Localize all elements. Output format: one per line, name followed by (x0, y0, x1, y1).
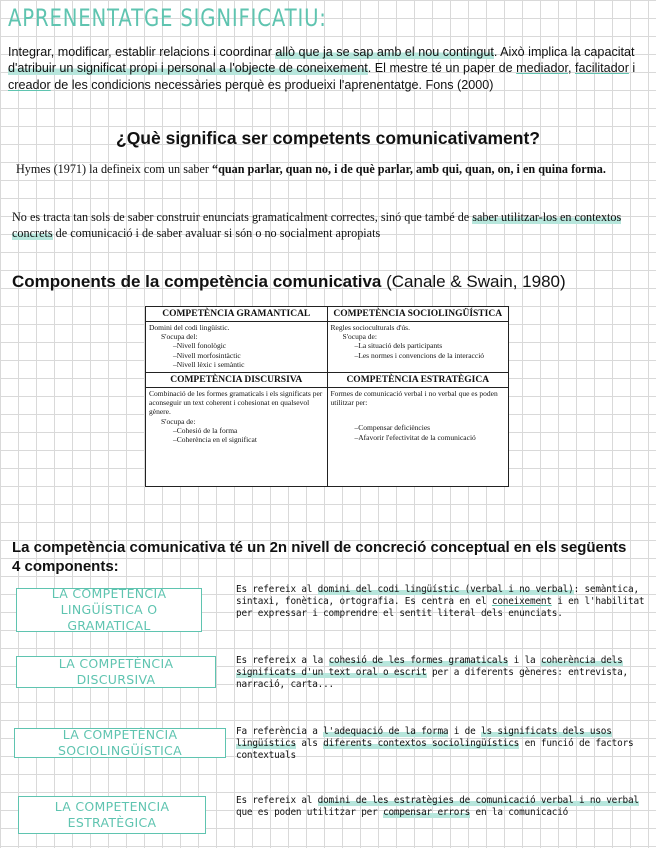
table-line: S'ocupa del: (161, 332, 198, 342)
desc-text: Es refereix al (236, 584, 318, 595)
component-label-estrategica: LA COMPETENCIA ESTRATÈGICA (18, 796, 206, 834)
desc-underline: coneixement (491, 596, 552, 607)
table-line: –Compensar deficiències (354, 423, 431, 433)
page-title: APRENENTATGE SIGNIFICATIU: (8, 4, 327, 32)
notes-highlight: saber utilitzar-los en contextos concrets (12, 210, 622, 240)
desc-text: i en l'habilitat per expressar i comprendre el sentit literal dels enunciats. (236, 596, 645, 619)
component-desc-discursiva (236, 655, 646, 691)
table-cell-sociolinguistica (327, 322, 509, 373)
table-line: –Nivell morfosintàctic (173, 350, 241, 360)
desc-highlight: domini del codi lingüístic (verbal i no verbal) (317, 584, 574, 595)
desc-text: Es refereix al (236, 795, 318, 806)
desc-text: Es refereix a la (236, 655, 329, 666)
desc-text: i de (448, 726, 481, 737)
components-heading-citation: (Canale & Swain, 1980) (381, 272, 566, 291)
table-cell-discursiva (146, 388, 328, 487)
desc-text: i la (508, 655, 541, 666)
desc-highlight: diferents contextos sociolingüístics (323, 738, 520, 749)
question-heading: ¿Què significa ser competents comunicativament? (116, 128, 540, 148)
hymes-definition (16, 161, 648, 177)
desc-highlight: l'adequació de la forma (323, 726, 449, 737)
desc-text: en funció de factors contextuals (236, 738, 634, 761)
component-label-linguistica: LA COMPETENCIA LINGÜÍSTICA O GRAMATICAL (16, 588, 202, 632)
intro-text: . Això implica la capacitat (493, 45, 635, 59)
hymes-quote: “quan parlar, quan no, i de què parlar, amb qui, quan, on, i en quina forma. (211, 162, 606, 176)
desc-highlight: domini de les estratègies de comunicació verbal i no verbal (317, 795, 639, 806)
desc-text: als (295, 738, 324, 749)
table-line: Formes de comunicació verbal i no verbal que es poden utilitzar per: (330, 389, 498, 408)
components-heading (12, 272, 566, 292)
intro-underline: facilitador (574, 61, 629, 76)
table-header-discursiva: COMPETÈNCIA DISCURSIVA (146, 373, 328, 388)
desc-text: Fa referència a (236, 726, 324, 737)
desc-highlight: compensar errors (383, 807, 471, 818)
table-header-estrategica: COMPETÈNCIA ESTRATÈGICA (327, 373, 509, 388)
table-line: –Nivell lèxic i semàntic (173, 359, 245, 369)
notes-text: de comunicació i de saber avaluar si són o no socialment apropiats (52, 226, 381, 240)
intro-text: de les condicions necessàries perquè es produeixi l'aprenentatge. Fons (2000) (50, 77, 494, 92)
intro-highlight: d'atribuir un significat propi i personal a l'objecte de coneixement (8, 61, 368, 76)
competence-table (145, 306, 509, 487)
notes-text: No es tracta tan sols de saber construir enunciats gramaticalment correctes, sinó que també de (12, 210, 473, 224)
component-desc-estrategica (236, 795, 646, 819)
table-line: –La situació dels participants (354, 341, 443, 351)
intro-text: , (567, 61, 575, 76)
table-line: S'ocupa de: (161, 416, 196, 426)
desc-text: en la comunicació (470, 807, 569, 818)
component-desc-linguistica (236, 584, 646, 620)
components-heading-bold: Components de la competència comunicativa (12, 272, 382, 291)
intro-text: i (628, 61, 636, 76)
table-cell-gramatical (146, 322, 328, 373)
table-line: –Afavorir l'efectivitat de la comunicació (354, 432, 476, 442)
desc-text: : semàntica, sintaxi, fonètica, ortografia. Es centra en el (236, 584, 639, 607)
desc-highlight: coherència dels significats d'un text oral o escrit (236, 655, 623, 678)
intro-underline: creador (8, 77, 51, 92)
intro-paragraph (8, 44, 648, 93)
intro-text: . El mestre té un paper de (367, 61, 517, 76)
table-line: –Cohesió de la forma (173, 425, 238, 435)
desc-highlight: cohesió de les formes gramaticals (328, 655, 509, 666)
table-header-sociolinguistica: COMPETÈNCIA SOCIOLINGÜÍSTICA (327, 307, 509, 322)
desc-text: que es poden utilitzar per (236, 807, 383, 818)
table-line: –Nivell fonològic (173, 341, 227, 351)
table-header-gramatical: COMPETÈNCIA GRAMANTICAL (146, 307, 328, 322)
table-line: S'ocupa de: (342, 332, 377, 342)
intro-highlight: allò que ja se sap amb el nou contingut (275, 45, 494, 59)
intro-underline: mediador (516, 61, 568, 76)
component-label-sociolinguistica: LA COMPETÈNCIA SOCIOLINGÜÍSTICA (14, 728, 226, 758)
intro-text: Integrar, modificar, establir relacions i coordinar (8, 45, 276, 59)
hymes-text: Hymes (1971) la defineix com un saber (16, 162, 212, 176)
table-cell-estrategica (327, 388, 509, 487)
desc-highlight: ls significats dels usos lingüístics (236, 726, 612, 749)
table-line: –Coherència en el significat (173, 435, 257, 445)
component-desc-sociolinguistica (236, 726, 646, 762)
four-components-heading: La competència comunicativa té un 2n nivell de concreció conceptual en els següents 4 components: (12, 539, 627, 575)
desc-text: per a diferents gèneres: entrevista, narració, carta... (236, 667, 628, 690)
component-label-discursiva: LA COMPETÈNCIA DISCURSIVA (16, 656, 216, 688)
table-line: Regles socioculturals d'ús. (330, 323, 410, 332)
table-line: Domini del codi lingüístic. (149, 323, 230, 332)
table-line: Combinació de les formes gramaticals i els significats per aconseguir un text coherent i cohesionat en qualsevol gènere. (149, 389, 323, 417)
table-line: –Les normes i convencions de la interacció (354, 350, 485, 360)
notes-paragraph (12, 209, 648, 241)
